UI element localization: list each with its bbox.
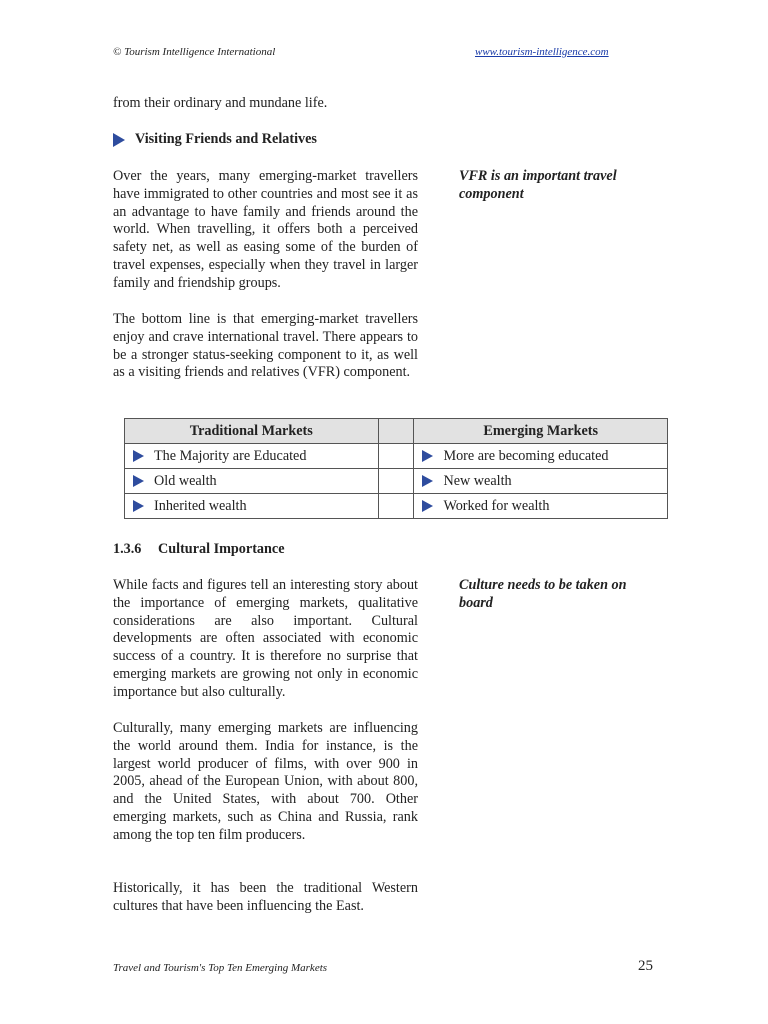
vfr-heading-text: Visiting Friends and Relatives — [135, 131, 317, 147]
bullet-triangle-icon — [422, 475, 433, 487]
footer-title: Travel and Tourism's Top Ten Emerging Markets — [113, 962, 328, 974]
section-title-text: Cultural Importance — [158, 541, 285, 557]
culture-paragraph-1: While facts and figures tell an interesting story about the importance of emerging markets, qualitative considerations are also important. Cultural developments are often associated with economic success of a country. It is therefore no surprise that emerging markets are growing not only in economic importance but also culturally. — [113, 577, 418, 700]
bullet-triangle-icon — [422, 450, 433, 462]
culture-paragraph-2: Culturally, many emerging markets are influencing the world around them. India for instance, is the largest world producer of films, with over 900 in 2005, ahead of the European Union, with about 800, and the United States, with about 700. Other emerging markets, such as China and Russia, rank among the top ten film producers. — [113, 720, 418, 843]
traditional-cell — [125, 444, 379, 469]
bullet-triangle-icon — [422, 500, 433, 512]
traditional-value: Inherited wealth — [154, 497, 247, 514]
bullet-triangle-icon — [133, 450, 144, 462]
page-number: 25 — [638, 958, 653, 974]
table-row — [125, 444, 668, 469]
emerging-value: Worked for wealth — [443, 497, 550, 514]
traditional-cell — [125, 494, 379, 519]
section-number: 1.3.6 — [113, 541, 142, 557]
gap-cell — [378, 444, 414, 469]
table-header-row — [125, 419, 668, 444]
table-row — [125, 469, 668, 494]
traditional-value: The Majority are Educated — [154, 447, 307, 464]
header-copyright: © Tourism Intelligence International — [113, 46, 276, 58]
section-heading — [113, 541, 285, 558]
vfr-paragraph-2: The bottom line is that emerging-market travellers enjoy and crave international travel. There appears to be a stronger status-seeking component to it, as well as a visiting friends and relatives (VFR) component. — [113, 311, 418, 381]
emerging-cell — [414, 444, 668, 469]
bullet-triangle-icon — [113, 133, 125, 147]
traditional-value: Old wealth — [154, 472, 217, 489]
traditional-cell — [125, 469, 379, 494]
emerging-value: More are becoming educated — [443, 447, 609, 464]
header-emerging: Emerging Markets — [414, 419, 668, 444]
gap-cell — [378, 494, 414, 519]
emerging-value: New wealth — [443, 472, 512, 489]
bullet-triangle-icon — [133, 475, 144, 487]
bullet-triangle-icon — [133, 500, 144, 512]
culture-paragraph-3: Historically, it has been the traditional Western cultures that have been influencing the East. — [113, 880, 418, 914]
markets-comparison-table — [124, 418, 668, 519]
vfr-paragraph-1: Over the years, many emerging-market travellers have immigrated to other countries and most see it as an advantage to have family and friends around the world. When travelling, it offers both a perceived safety net, as well as easing some of the burden of travel expenses, especially when they travel in larger family and friendship groups. — [113, 168, 418, 291]
header-website-link[interactable]: www.tourism-intelligence.com — [475, 46, 609, 58]
intro-line: from their ordinary and mundane life. — [113, 95, 328, 111]
header-traditional: Traditional Markets — [125, 419, 379, 444]
emerging-cell — [414, 469, 668, 494]
vfr-heading — [113, 131, 317, 148]
culture-side-note: Culture needs to be taken on board — [459, 577, 627, 611]
vfr-side-note: VFR is an important travel component — [459, 168, 617, 202]
emerging-cell — [414, 494, 668, 519]
gap-cell — [378, 469, 414, 494]
header-gap — [378, 419, 414, 444]
table-row — [125, 494, 668, 519]
